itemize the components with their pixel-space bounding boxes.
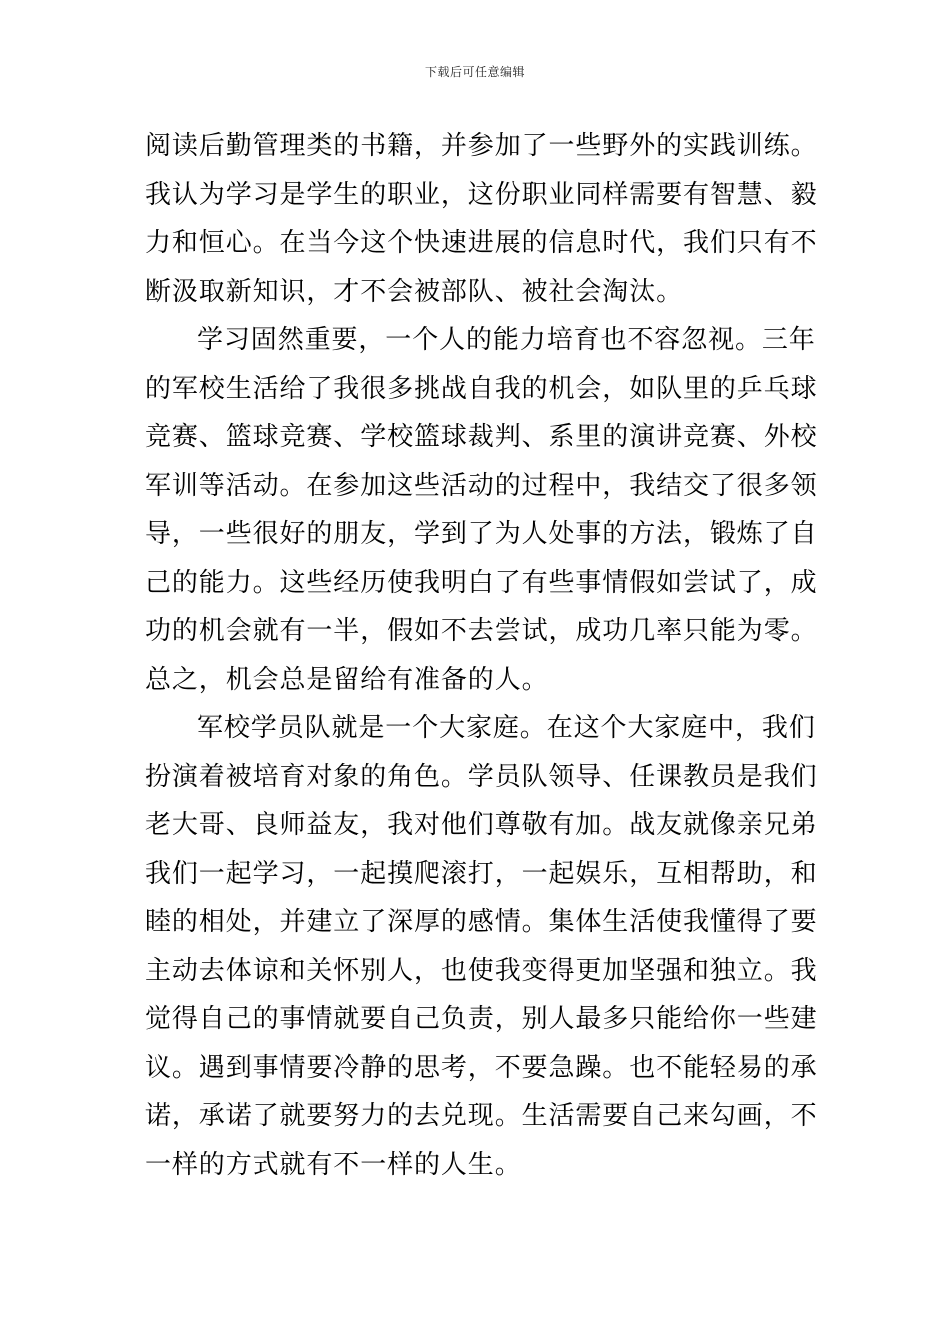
text-line: 己的能力。这些经历使我明白了有些事情假如尝试了，成 [145, 567, 818, 598]
text-line: 睦的相处，并建立了深厚的感情。集体生活使我懂得了要 [145, 907, 818, 937]
text-line: 老大哥、良师益友，我对他们尊敬有加。战友就像亲兄弟 [145, 810, 818, 840]
text-line: 功的机会就有一半，假如不去尝试，成功几率只能为零。 [145, 616, 818, 646]
text-line: 诺，承诺了就要努力的去兑现。生活需要自己来勾画，不 [145, 1101, 818, 1131]
page-header: 下载后可任意编辑 [424, 65, 525, 79]
document-body [145, 122, 818, 1189]
text-line: 断汲取新知识，才不会被部队、被社会淘汰。 [145, 276, 684, 307]
text-line: 扮演着被培育对象的角色。学员队领导、任课教员是我们 [145, 761, 818, 792]
text-line: 阅读后勤管理类的书籍，并参加了一些野外的实践训练。 [145, 131, 818, 161]
text-line: 我们一起学习，一起摸爬滚打，一起娱乐，互相帮助，和 [145, 858, 818, 889]
text-line: 力和恒心。在当今这个快速进展的信息时代，我们只有不 [145, 228, 818, 258]
text-line: 主动去体谅和关怀别人，也使我变得更加坚强和独立。我 [145, 955, 818, 986]
text-line: 竞赛、篮球竞赛、学校篮球裁判、系里的演讲竞赛、外校 [145, 422, 818, 452]
text-line: 导，一些很好的朋友，学到了为人处事的方法，锻炼了自 [145, 519, 818, 549]
text-line: 议。遇到事情要冷静的思考，不要急躁。也不能轻易的承 [145, 1052, 818, 1083]
text-line: 觉得自己的事情就要自己负责，别人最多只能给你一些建 [145, 1004, 818, 1034]
text-line: 一样的方式就有不一样的人生。 [145, 1149, 522, 1180]
text-line: 军训等活动。在参加这些活动的过程中，我结交了很多领 [145, 470, 818, 501]
text-line: 总之，机会总是留给有准备的人。 [145, 664, 549, 695]
text-line: 我认为学习是学生的职业，这份职业同样需要有智慧、毅 [145, 179, 818, 210]
paragraph-start-line: 学习固然重要，一个人的能力培育也不容忽视。三年 [197, 325, 816, 355]
paragraph-start-line: 军校学员队就是一个大家庭。在这个大家庭中，我们 [197, 713, 816, 743]
text-line: 的军校生活给了我很多挑战自我的机会，如队里的乒乓球 [145, 373, 818, 404]
